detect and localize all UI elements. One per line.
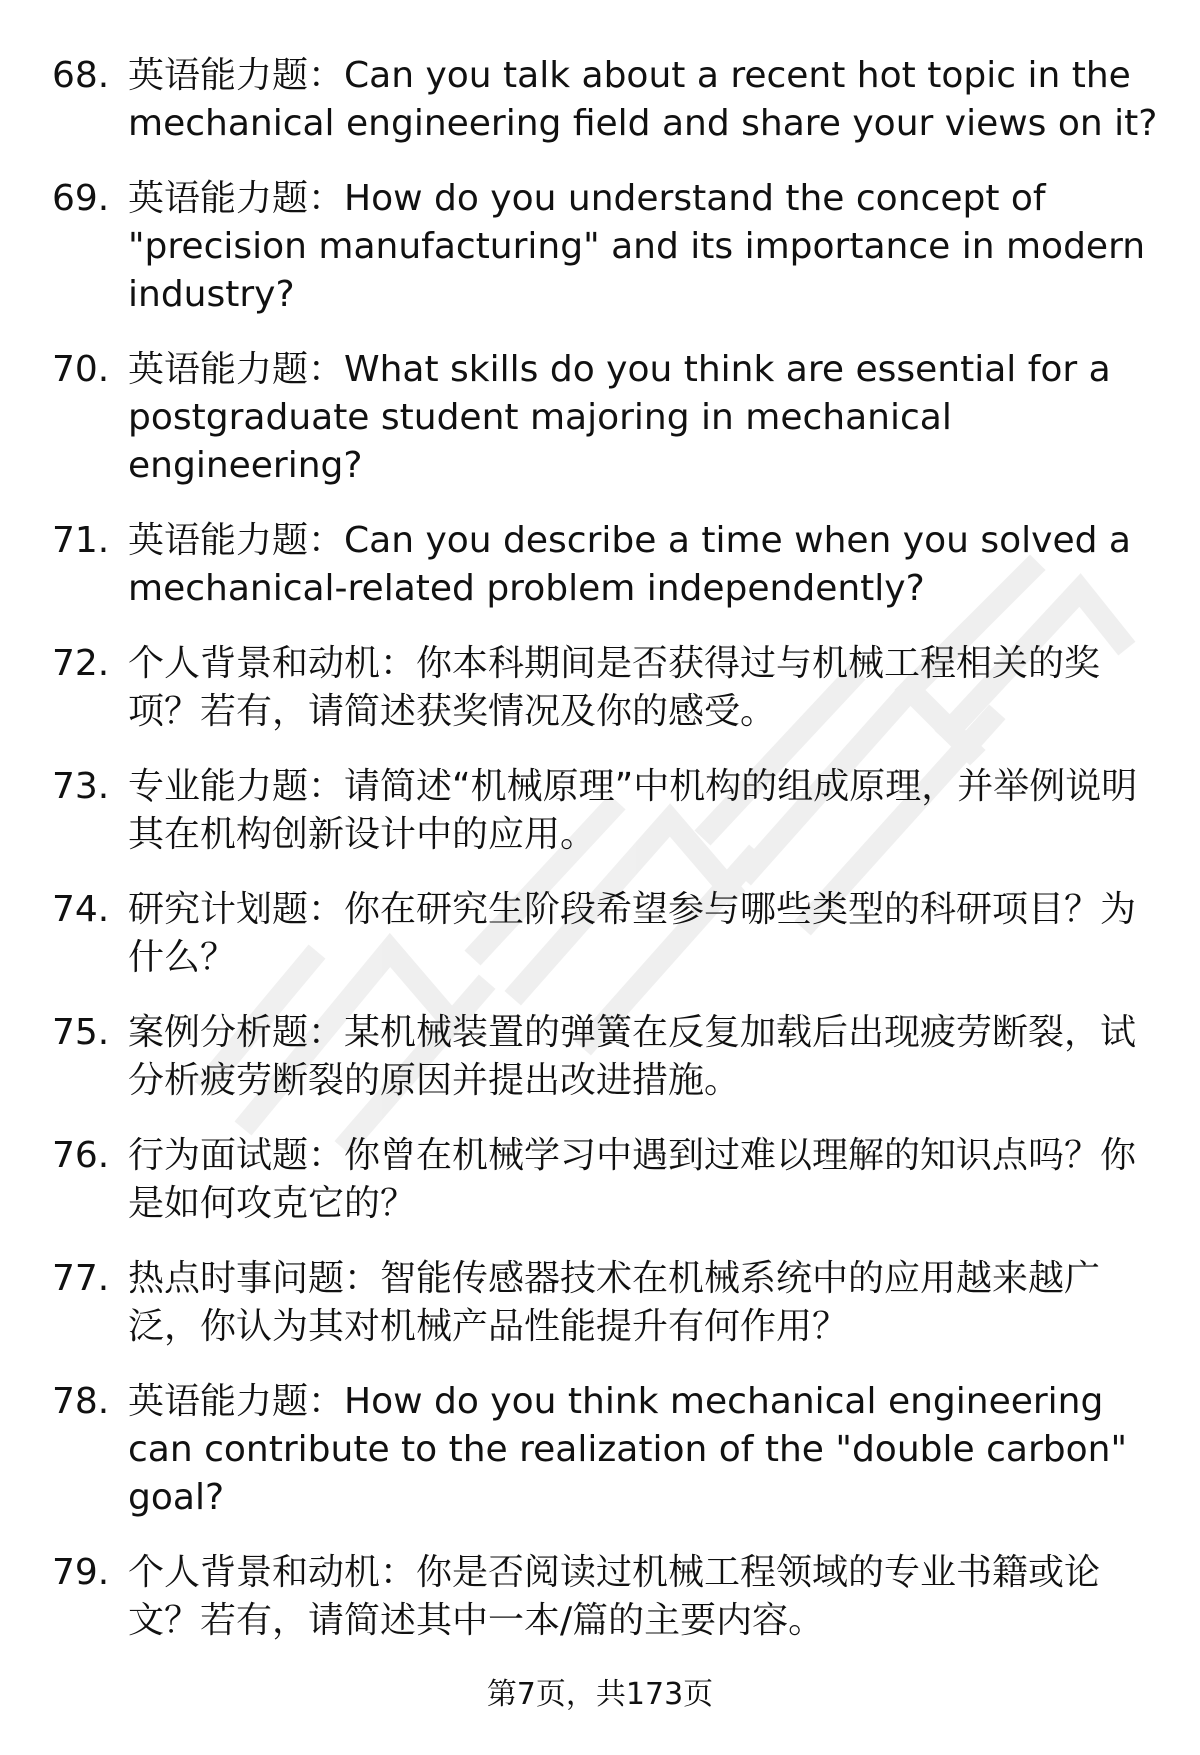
question-text: 英语能力题：Can you talk about a recent hot topic in the mechanical engineering field and share your views on it? bbox=[128, 55, 1158, 144]
question-number: 68. bbox=[52, 55, 110, 96]
question-number: 73. bbox=[52, 766, 110, 807]
question-text: 行为面试题：你曾在机械学习中遇到过难以理解的知识点吗？你是如何攻克它的？ bbox=[128, 1135, 1137, 1224]
question-number: 75. bbox=[52, 1012, 110, 1053]
question-number: 79. bbox=[52, 1552, 110, 1593]
question-text: 个人背景和动机：你是否阅读过机械工程领域的专业书籍或论文？若有，请简述其中一本/篇的主要内容。 bbox=[128, 1552, 1101, 1641]
question-item-77 bbox=[0, 1255, 1200, 1351]
question-number: 72. bbox=[52, 643, 110, 684]
question-item-73 bbox=[0, 763, 1200, 859]
question-item-70 bbox=[0, 346, 1200, 490]
question-item-76 bbox=[0, 1132, 1200, 1228]
question-number: 69. bbox=[52, 178, 110, 219]
question-text: 热点时事问题：智能传感器技术在机械系统中的应用越来越广泛，你认为其对机械产品性能提升有何作用？ bbox=[128, 1258, 1101, 1347]
question-item-69 bbox=[0, 175, 1200, 319]
question-number: 76. bbox=[52, 1135, 110, 1176]
question-text: 英语能力题：What skills do you think are essential for a postgraduate student majoring in mechanical engineering? bbox=[128, 349, 1111, 486]
question-text: 研究计划题：你在研究生阶段希望参与哪些类型的科研项目？为什么？ bbox=[128, 889, 1137, 978]
question-item-78 bbox=[0, 1378, 1200, 1522]
question-item-74 bbox=[0, 886, 1200, 982]
question-text: 专业能力题：请简述“机械原理”中机构的组成原理，并举例说明其在机构创新设计中的应用。 bbox=[128, 766, 1138, 855]
question-number: 78. bbox=[52, 1381, 110, 1422]
question-item-72 bbox=[0, 640, 1200, 736]
question-text: 英语能力题：How do you understand the concept of "precision manufacturing" and its importance in modern industry? bbox=[128, 178, 1146, 315]
question-item-75 bbox=[0, 1009, 1200, 1105]
question-item-79 bbox=[0, 1549, 1200, 1645]
question-text: 英语能力题：How do you think mechanical engineering can contribute to the realization of the "double carbon" goal? bbox=[128, 1381, 1127, 1518]
page-footer: 第7页，共173页 bbox=[486, 1677, 714, 1712]
question-number: 74. bbox=[52, 889, 110, 930]
question-item-71 bbox=[0, 517, 1200, 613]
question-text: 个人背景和动机：你本科期间是否获得过与机械工程相关的奖项？若有，请简述获奖情况及你的感受。 bbox=[128, 643, 1101, 732]
question-text: 英语能力题：Can you describe a time when you solved a mechanical-related problem independently? bbox=[128, 520, 1131, 609]
question-number: 70. bbox=[52, 349, 110, 390]
question-list bbox=[0, 52, 1200, 1672]
question-number: 71. bbox=[52, 520, 110, 561]
question-text: 案例分析题：某机械装置的弹簧在反复加载后出现疲劳断裂，试分析疲劳断裂的原因并提出改进措施。 bbox=[128, 1012, 1137, 1101]
question-number: 77. bbox=[52, 1258, 110, 1299]
question-item-68 bbox=[0, 52, 1200, 148]
